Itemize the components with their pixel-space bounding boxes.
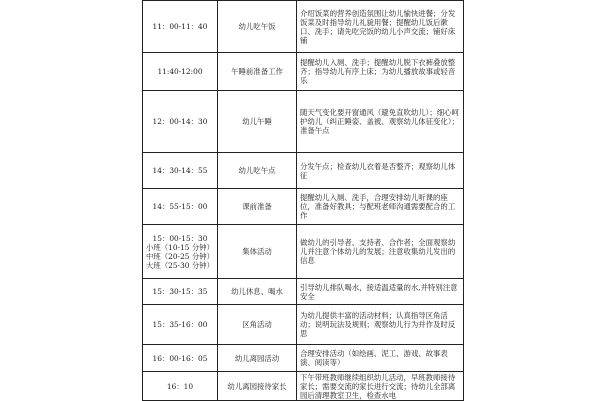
requirements-cell: 合理安排活动（如绘画、泥工、游戏、故事表演、阅读等） — [297, 345, 464, 372]
requirements-cell: 做幼儿的引导者、支持者、合作者；全面观察幼儿并注意个体幼儿的发展；注意收集幼儿发出的信息 — [297, 225, 464, 279]
requirements-cell: 提醒幼儿入厕、洗手，合理安排幼儿听课的座位，准备好教具；与配班老师沟通需要配合的工作 — [297, 189, 464, 225]
requirements-cell: 随天气变化要开窗通风（避免直吹幼儿）；细心呵护幼儿（纠正睡姿、盖被、观察幼儿体征变化）；准备午点 — [297, 91, 464, 153]
table-row — [143, 53, 464, 91]
time-cell: 16：10 — [143, 372, 218, 401]
time-cell: 15：30-15：35 — [143, 279, 218, 305]
table-row — [143, 345, 464, 372]
table-row — [143, 372, 464, 401]
time-cell: 11：00-11：40 — [143, 1, 218, 53]
requirements-cell: 分发午点；检查幼儿衣着是否整齐；观察幼儿体征 — [297, 153, 464, 189]
table-row — [143, 279, 464, 305]
time-cell: 16：00-16：05 — [143, 345, 218, 372]
time-cell: 12：00-14：30 — [143, 91, 218, 153]
table-row — [143, 91, 464, 153]
time-cell: 14：30-14：55 — [143, 153, 218, 189]
time-cell: 15：35-16：00 — [143, 305, 218, 345]
activity-cell: 幼儿离园活动 — [218, 345, 297, 372]
activity-cell: 区角活动 — [218, 305, 297, 345]
time-large-class: 大班（25-30 分钟） — [146, 260, 214, 270]
daily-schedule-table — [142, 0, 464, 401]
table-row — [143, 1, 464, 53]
table-row — [143, 153, 464, 189]
time-cell: 14：55-15：00 — [143, 189, 218, 225]
table-row — [143, 225, 464, 279]
activity-cell: 幼儿吃午点 — [218, 153, 297, 189]
requirements-cell: 介绍饭菜的营养创造氛围让幼儿愉快进餐；分发饭菜及时指导幼儿礼貌用餐；提醒幼儿饭后漱口、洗手；请先吃完饭的幼儿小声交流；铺好床铺 — [297, 1, 464, 53]
activity-cell: 集体活动 — [218, 225, 297, 279]
requirements-cell: 提醒幼儿入厕、洗手；提醒幼儿脱下衣裤叠放整齐；指导幼儿有序上床；为幼儿播放故事或轻音乐 — [297, 53, 464, 91]
time-middle-class: 中班（20-25 分钟） — [146, 251, 214, 261]
table-row — [143, 189, 464, 225]
activity-cell: 午睡前准备工作 — [218, 53, 297, 91]
time-small-class: 小班（10-15 分钟） — [146, 242, 214, 252]
activity-cell: 幼儿离园接待家长 — [218, 372, 297, 401]
activity-cell: 幼儿吃午饭 — [218, 1, 297, 53]
time-range: 15：00-15：30 — [152, 233, 208, 243]
activity-cell: 幼儿午睡 — [218, 91, 297, 153]
time-cell: 11:40-12:00 — [143, 53, 218, 91]
requirements-cell: 下午带班教师继续组织幼儿活动，早班教师接待家长；需要交流的家长进行交流；待幼儿全部离园后清理教室卫生，检查水电 — [297, 372, 464, 401]
requirements-cell: 引导幼儿排队喝水，接适温适量的水,并特别注意安全 — [297, 279, 464, 305]
time-cell — [143, 225, 218, 279]
table-row — [143, 305, 464, 345]
activity-cell: 幼儿休息、喝水 — [218, 279, 297, 305]
requirements-cell: 为幼儿提供丰富的活动材料；认真指导区角活动；说明玩法及规则；观察幼儿行为并作及时反思 — [297, 305, 464, 345]
activity-cell: 课前准备 — [218, 189, 297, 225]
